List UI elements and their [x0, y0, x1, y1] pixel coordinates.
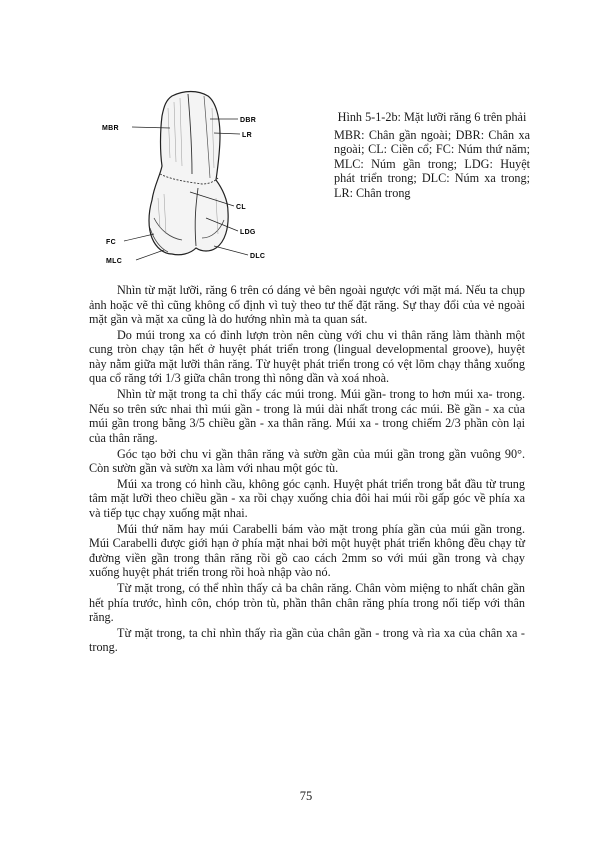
paragraph: Nhìn từ mặt trong ta chỉ thấy các múi trong. Múi gần- trong to hơn múi xa- trong. Nếu so trên sức nhai thì múi gần - trong là múi dài nhất trong các múi. Bề gần - xa của múi gần trong bằng 3/5 chiều gần - xa thân răng. Múi xa - trong chiếm 2/3 phần còn lại của thân răng. — [89, 387, 525, 445]
paragraph: Múi xa trong có hình cầu, không góc cạnh. Huyệt phát triển trong bắt đầu từ trung tâm mặt lưỡi theo chiều gần - xa rồi chạy xuống chia đôi hai múi rồi gấp góc về phía xa và tiếp tục chạy xuống mặt nhai. — [89, 476, 525, 520]
label-mlc: MLC — [106, 258, 123, 265]
label-fc: FC — [106, 239, 116, 246]
paragraph: Nhìn từ mặt lưỡi, răng 6 trên có dáng vẻ bên ngoài ngược với mặt má. Nếu ta chụp ảnh hoặc vẽ thì cũng không cố định vì tuỳ theo tư thế đặt răng. Sự thay đổi của vẻ ngoài mặt gần và mặt xa cũng là do hướng nhìn mà ta quan sát. — [89, 283, 525, 327]
paragraph: Do múi trong xa có đỉnh lượn tròn nên cùng với chu vi thân răng làm thành một cung tròn chạy tận hết ở huyệt phát triển trong (lingual developmental groove), huyệt này nằm giữa mặt lưỡi thân răng. Từ huyệt phát triển trong có vệt lõm chạy thẳng xuống qua cổ răng tới 1/3 giữa chân trong thì nông dần và xoá nhoà. — [89, 327, 525, 386]
body-text — [89, 283, 525, 656]
paragraph: Múi thứ năm hay múi Carabelli bám vào mặt trong phía gần của múi gần trong. Múi Carabelli được giới hạn ở phía mặt nhai bởi một huyệt phát triển không đều chạy từ đường viền gần trong thân răng rồi gồ cao cách 2mm so với múi gần trong và chạy xuống huyệt phát triển trong rồi hoà nhập vào nó. — [89, 521, 525, 580]
paragraph: Góc tạo bởi chu vi gần thân răng và sườn gần của múi gần trong gần vuông 90°. Còn sườn gần và sườn xa làm với nhau một góc tù. — [89, 446, 525, 476]
paragraph: Từ mặt trong, có thể nhìn thấy cả ba chân răng. Chân vòm miệng to nhất chân gần hết phía trước, hình côn, chóp tròn tù, phần thân chân răng phía trong nối tiếp với thân răng. — [89, 581, 525, 625]
label-lr: LR — [242, 132, 252, 139]
tooth-outline — [149, 92, 228, 255]
label-mbr: MBR — [102, 125, 119, 132]
label-dbr: DBR — [240, 117, 257, 124]
tooth-figure — [98, 88, 288, 266]
caption-body: MBR: Chân gần ngoài; DBR: Chân xa ngoài; CL: Ciền cổ; FC: Núm thứ năm; MLC: Núm gần trong; LDG: Huyệt phát triển trong; DLC: Núm xa trong; LR: Chân trong — [334, 127, 530, 200]
label-cl: CL — [236, 204, 246, 211]
figure-caption — [334, 110, 530, 201]
label-ldg: LDG — [240, 229, 256, 236]
label-dlc: DLC — [250, 253, 266, 260]
paragraph: Từ mặt trong, ta chỉ nhìn thấy rìa gần của chân gần - trong và rìa xa của chân xa - trong. — [89, 625, 525, 655]
caption-title: Hình 5-1-2b: Mặt lưỡi răng 6 trên phải — [337, 110, 527, 124]
page-number: 75 — [299, 789, 313, 803]
tooth-illustration — [98, 88, 288, 266]
